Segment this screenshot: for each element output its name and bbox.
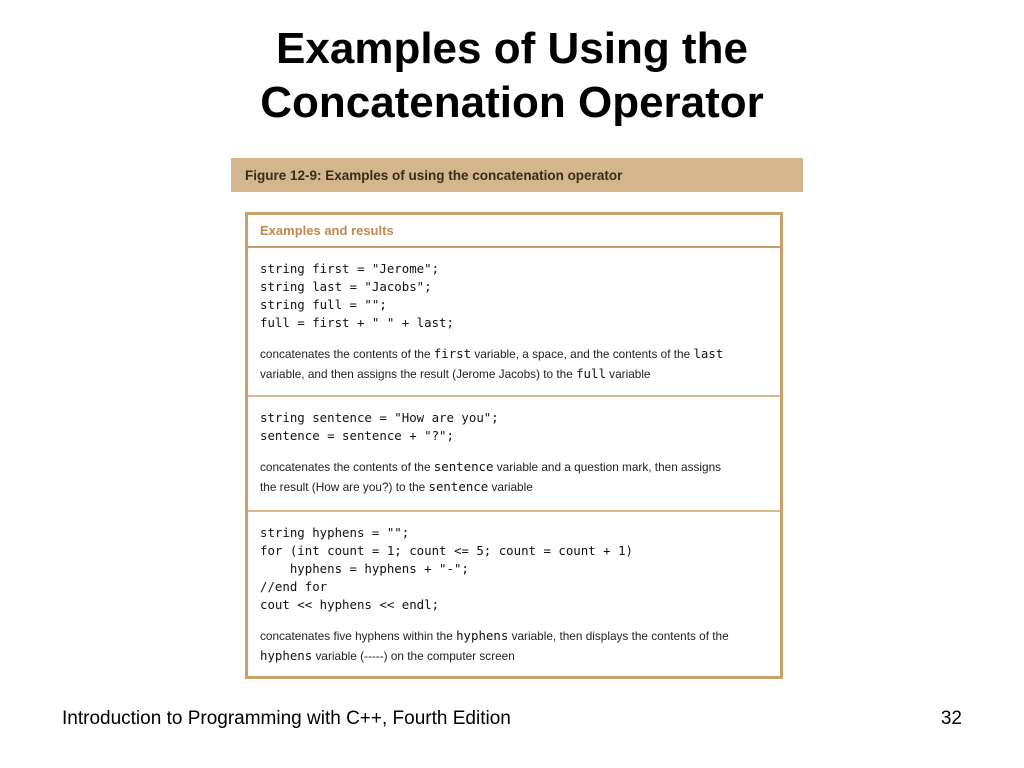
slide-title [0,22,1024,130]
code-keyword: sentence [428,479,489,494]
code-keyword: hyphens [456,628,509,643]
description-text: variable, a space, and the contents of the [471,347,694,361]
description-text: variable (-----) on the computer screen [312,649,515,663]
code-keyword: hyphens [260,648,313,663]
example-2-description [260,457,768,497]
description-text: concatenates five hyphens within the [260,629,457,643]
example-1-description [260,344,768,384]
example-1-code: string first = "Jerome"; string last = "Jacobs"; string full = ""; full = first + " " + last; [260,261,454,330]
example-3-code: string hyphens = ""; for (int count = 1; count <= 5; count = count + 1) hyphens = hyphens + "-"; //end for cout << hyphens << endl; [260,525,633,612]
description-text: concatenates the contents of the [260,347,434,361]
description-text: variable [488,480,533,494]
figure-caption-text: Figure 12-9: Examples of using the concatenation operator [245,167,623,183]
example-1 [248,248,780,397]
code-keyword: sentence [433,459,494,474]
description-text: variable and a question mark, then assigns [493,460,722,474]
figure-caption [231,158,803,192]
example-2 [248,397,780,512]
code-keyword: full [576,366,606,381]
example-2-code: string sentence = "How are you"; sentence = sentence + "?"; [260,410,499,443]
slide-title-line-1: Examples of Using the [276,24,748,73]
example-3-description [260,626,768,666]
footer-page-number: 32 [940,708,962,729]
code-keyword: first [433,346,472,361]
examples-header: Examples and results [248,215,780,248]
description-text: variable, then displays the contents of the [508,629,729,643]
footer-book-title: Introduction to Programming with C++, Fourth Edition [62,708,511,729]
description-text: the result (How are you?) to the [260,480,429,494]
description-text: variable [605,367,651,381]
code-keyword: last [693,346,724,361]
examples-box [245,212,783,679]
description-text: concatenates the contents of the [260,460,434,474]
description-text: variable, and then assigns the result (Jerome Jacobs) to the [260,367,577,381]
example-3 [248,512,780,676]
slide-title-line-2: Concatenation Operator [260,78,764,127]
